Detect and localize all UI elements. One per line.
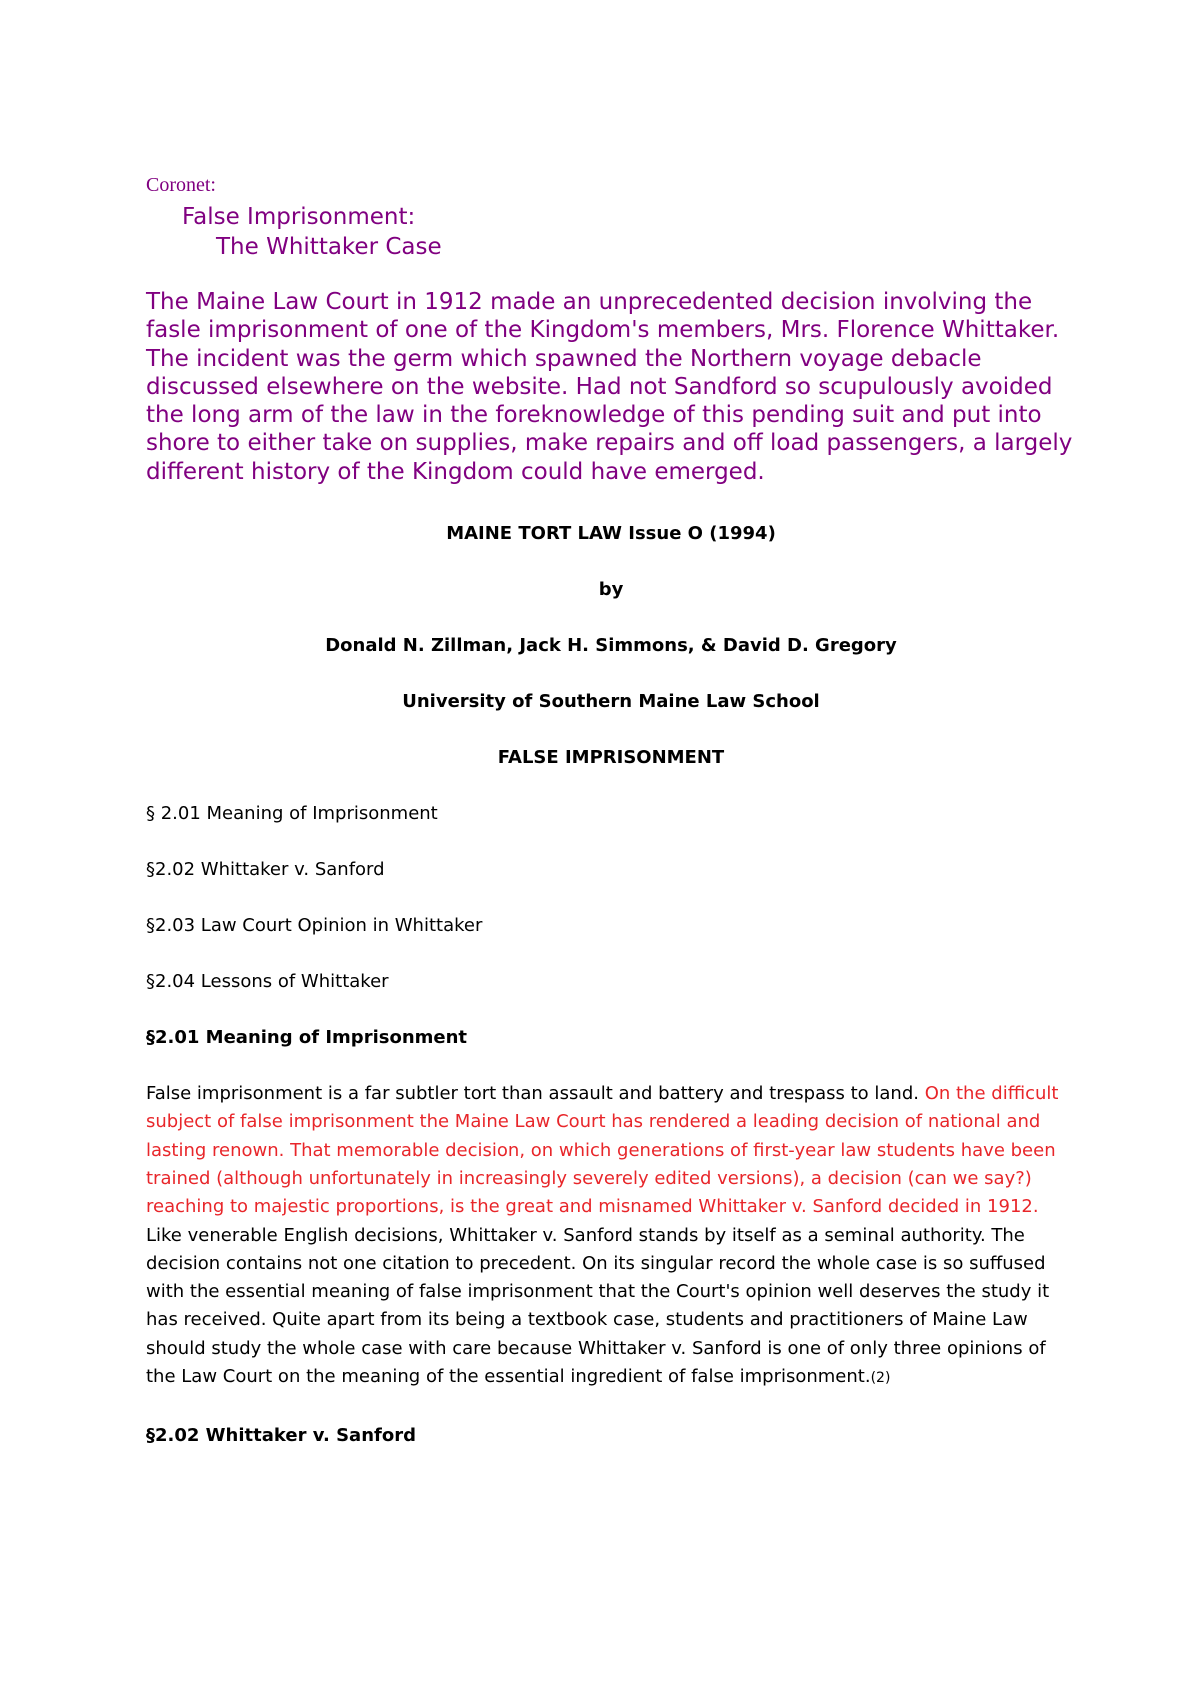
paragraph-text-intro: False imprisonment is a far subtler tort than assault and battery and trespass to land. <box>146 1083 925 1105</box>
section-2-01-paragraph <box>146 1080 1076 1392</box>
publication-title: MAINE TORT LAW Issue O (1994) <box>446 523 776 545</box>
authors: Donald N. Zillman, Jack H. Simmons, & David D. Gregory <box>325 635 897 657</box>
toc-item-2-02[interactable]: §2.02 Whittaker v. Sanford <box>146 859 385 881</box>
page-title-line-2: The Whittaker Case <box>216 234 442 260</box>
section-heading-2-01: §2.01 Meaning of Imprisonment <box>146 1027 468 1049</box>
paragraph-text-highlighted: On the difficult subject of false imprisonment the Maine Law Court has rendered a leading decision of national and lasting renown. That memorable decision, on which generations of first-year law students have been trained (although unfortunately in increasingly severely edited versions), a decision (can we say?) reaching to majestic proportions, is the great and misnamed Whittaker v. Sanford decided in 1912. <box>146 1083 1059 1218</box>
paragraph-text-continued: Like venerable English decisions, Whittaker v. Sanford stands by itself as a seminal authority. The decision contains not one citation to precedent. On its singular record the whole case is so suffused with the essential meaning of false imprisonment that the Court's opinion well deserves the study it has received. Quite apart from its being a textbook case, students and practitioners of Maine Law should study the whole case with care because Whittaker v. Sanford is one of only three opinions of the Law Court on the meaning of the essential ingredient of false imprisonment. <box>146 1224 1050 1388</box>
section-heading-2-02: §2.02 Whittaker v. Sanford <box>146 1425 416 1447</box>
document-page <box>146 172 1076 1448</box>
toc-item-2-04[interactable]: §2.04 Lessons of Whittaker <box>146 971 389 993</box>
page-title-line-1: False Imprisonment: <box>182 204 416 230</box>
footnote-link[interactable]: (2) <box>870 1370 891 1387</box>
byline: by <box>598 579 624 601</box>
coronet-label: Coronet: <box>146 174 216 196</box>
toc-item-2-01[interactable]: § 2.01 Meaning of Imprisonment <box>146 803 438 825</box>
institution: University of Southern Maine Law School <box>402 691 820 713</box>
intro-paragraph: The Maine Law Court in 1912 made an unprecedented decision involving the fasle imprisonment of one of the Kingdom's members, Mrs. Florence Whittaker. The incident was the germ which spawned the Northern voyage debacle discussed elsewhere on the website. Had not Sandford so scupulously avoided the long arm of the law in the foreknowledge of this pending suit and put into shore to either take on supplies, make repairs and off load passengers, a largely different history of the Kingdom could have emerged. <box>146 289 1073 485</box>
toc-item-2-03[interactable]: §2.03 Law Court Opinion in Whittaker <box>146 915 483 937</box>
chapter-title: FALSE IMPRISONMENT <box>497 747 725 769</box>
